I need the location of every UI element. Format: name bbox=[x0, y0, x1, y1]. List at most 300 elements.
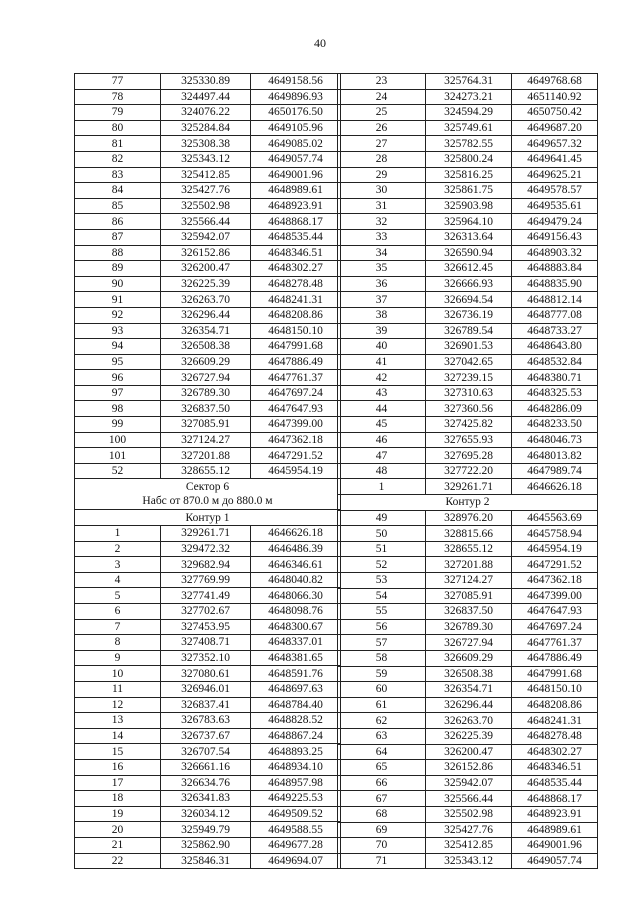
point-number-cell: 68 bbox=[338, 806, 426, 822]
point-number-cell: 23 bbox=[338, 74, 426, 90]
point-number-cell: 80 bbox=[75, 120, 161, 136]
x-coordinate-cell: 326354.71 bbox=[161, 323, 251, 339]
point-number-cell: 15 bbox=[75, 744, 161, 760]
x-coordinate-cell: 327769.99 bbox=[161, 572, 251, 588]
y-coordinate-cell: 4648040.82 bbox=[251, 572, 341, 588]
x-coordinate-cell: 326736.19 bbox=[426, 307, 512, 323]
point-number-cell: 9 bbox=[75, 650, 161, 666]
y-coordinate-cell: 4648697.63 bbox=[251, 681, 341, 697]
y-coordinate-cell: 4648346.51 bbox=[251, 245, 341, 261]
y-coordinate-cell: 4648835.90 bbox=[512, 276, 598, 292]
y-coordinate-cell: 4647697.24 bbox=[251, 385, 341, 401]
x-coordinate-cell: 325343.12 bbox=[426, 853, 512, 869]
y-coordinate-cell: 4647761.37 bbox=[512, 635, 598, 651]
x-coordinate-cell: 327702.67 bbox=[161, 604, 251, 620]
table-row bbox=[338, 791, 598, 807]
sector-header-row bbox=[75, 479, 341, 510]
x-coordinate-cell: 325308.38 bbox=[161, 136, 251, 152]
point-number-cell: 10 bbox=[75, 666, 161, 682]
y-coordinate-cell: 4648346.51 bbox=[512, 760, 598, 776]
y-coordinate-cell: 4649588.55 bbox=[251, 822, 341, 838]
table-row bbox=[75, 697, 341, 713]
point-number-cell: 60 bbox=[338, 682, 426, 698]
x-coordinate-cell: 326901.53 bbox=[426, 339, 512, 355]
y-coordinate-cell: 4649677.28 bbox=[251, 837, 341, 853]
y-coordinate-cell: 4649085.02 bbox=[251, 136, 341, 152]
y-coordinate-cell: 4647362.18 bbox=[512, 573, 598, 589]
x-coordinate-cell: 326634.76 bbox=[161, 775, 251, 791]
y-coordinate-cell: 4648883.84 bbox=[512, 261, 598, 277]
table-row bbox=[338, 307, 598, 323]
y-coordinate-cell: 4646626.18 bbox=[251, 526, 341, 542]
table-row bbox=[75, 417, 341, 433]
point-number-cell: 31 bbox=[338, 198, 426, 214]
point-number-cell: 98 bbox=[75, 401, 161, 417]
table-row bbox=[338, 385, 598, 401]
sector-header bbox=[75, 479, 341, 510]
point-number-cell: 95 bbox=[75, 354, 161, 370]
y-coordinate-cell: 4649896.93 bbox=[251, 89, 341, 105]
y-coordinate-cell: 4648241.31 bbox=[512, 713, 598, 729]
point-number-cell: 94 bbox=[75, 339, 161, 355]
point-number-cell: 36 bbox=[338, 276, 426, 292]
table-row bbox=[75, 89, 341, 105]
table-row bbox=[338, 650, 598, 666]
table-row bbox=[338, 323, 598, 339]
point-number-cell: 79 bbox=[75, 105, 161, 121]
y-coordinate-cell: 4648868.17 bbox=[512, 791, 598, 807]
point-number-cell: 3 bbox=[75, 557, 161, 573]
x-coordinate-cell: 329682.94 bbox=[161, 557, 251, 573]
x-coordinate-cell: 326341.83 bbox=[161, 791, 251, 807]
y-coordinate-cell: 4647647.93 bbox=[512, 604, 598, 620]
table-row bbox=[338, 167, 598, 183]
point-number-cell: 65 bbox=[338, 760, 426, 776]
x-coordinate-cell: 326946.01 bbox=[161, 681, 251, 697]
y-coordinate-cell: 4645563.69 bbox=[512, 510, 598, 526]
x-coordinate-cell: 326152.86 bbox=[426, 760, 512, 776]
point-number-cell: 59 bbox=[338, 666, 426, 682]
y-coordinate-cell: 4648046.73 bbox=[512, 432, 598, 448]
x-coordinate-cell: 326737.67 bbox=[161, 728, 251, 744]
table-row bbox=[338, 229, 598, 245]
y-coordinate-cell: 4648957.98 bbox=[251, 775, 341, 791]
table-row bbox=[75, 635, 341, 651]
y-coordinate-cell: 4648868.17 bbox=[251, 214, 341, 230]
point-number-cell: 66 bbox=[338, 775, 426, 791]
contour-header-row bbox=[75, 510, 341, 526]
y-coordinate-cell: 4648812.14 bbox=[512, 292, 598, 308]
table-row bbox=[75, 619, 341, 635]
table-row bbox=[338, 417, 598, 433]
table-row bbox=[75, 681, 341, 697]
point-number-cell: 71 bbox=[338, 853, 426, 869]
x-coordinate-cell: 328815.66 bbox=[426, 526, 512, 542]
point-number-cell: 48 bbox=[338, 463, 426, 479]
y-coordinate-cell: 4648325.53 bbox=[512, 385, 598, 401]
table-row bbox=[338, 838, 598, 854]
table-row bbox=[75, 214, 341, 230]
table-row bbox=[75, 183, 341, 199]
x-coordinate-cell: 327201.88 bbox=[161, 448, 251, 464]
table-row bbox=[338, 136, 598, 152]
y-coordinate-cell: 4647647.93 bbox=[251, 401, 341, 417]
table-row bbox=[75, 276, 341, 292]
y-coordinate-cell: 4650176.50 bbox=[251, 105, 341, 121]
x-coordinate-cell: 324273.21 bbox=[426, 89, 512, 105]
y-coordinate-cell: 4646626.18 bbox=[512, 479, 598, 495]
contour-header: Контур 2 bbox=[338, 495, 598, 511]
point-number-cell: 28 bbox=[338, 151, 426, 167]
table-row bbox=[75, 775, 341, 791]
x-coordinate-cell: 327239.15 bbox=[426, 370, 512, 386]
table-row bbox=[338, 822, 598, 838]
y-coordinate-cell: 4648302.27 bbox=[512, 744, 598, 760]
table-row bbox=[338, 354, 598, 370]
x-coordinate-cell: 326296.44 bbox=[161, 307, 251, 323]
point-number-cell: 45 bbox=[338, 417, 426, 433]
point-number-cell: 35 bbox=[338, 261, 426, 277]
table-row bbox=[338, 573, 598, 589]
x-coordinate-cell: 326694.54 bbox=[426, 292, 512, 308]
point-number-cell: 37 bbox=[338, 292, 426, 308]
table-row bbox=[75, 323, 341, 339]
x-coordinate-cell: 326661.16 bbox=[161, 759, 251, 775]
point-number-cell: 64 bbox=[338, 744, 426, 760]
y-coordinate-cell: 4648150.10 bbox=[512, 682, 598, 698]
point-number-cell: 4 bbox=[75, 572, 161, 588]
x-coordinate-cell: 325800.24 bbox=[426, 151, 512, 167]
y-coordinate-cell: 4648989.61 bbox=[251, 183, 341, 199]
y-coordinate-cell: 4649479.24 bbox=[512, 214, 598, 230]
x-coordinate-cell: 326225.39 bbox=[161, 276, 251, 292]
x-coordinate-cell: 325427.76 bbox=[426, 822, 512, 838]
y-coordinate-cell: 4645954.19 bbox=[251, 463, 341, 479]
y-coordinate-cell: 4645954.19 bbox=[512, 541, 598, 557]
y-coordinate-cell: 4649225.53 bbox=[251, 791, 341, 807]
table-row bbox=[75, 791, 341, 807]
x-coordinate-cell: 325502.98 bbox=[161, 198, 251, 214]
point-number-cell: 77 bbox=[75, 74, 161, 90]
point-number-cell: 67 bbox=[338, 791, 426, 807]
y-coordinate-cell: 4648208.86 bbox=[512, 697, 598, 713]
table-row bbox=[338, 510, 598, 526]
x-coordinate-cell: 327655.93 bbox=[426, 432, 512, 448]
y-coordinate-cell: 4649535.61 bbox=[512, 198, 598, 214]
point-number-cell: 61 bbox=[338, 697, 426, 713]
y-coordinate-cell: 4649694.07 bbox=[251, 853, 341, 869]
x-coordinate-cell: 325861.75 bbox=[426, 183, 512, 199]
y-coordinate-cell: 4648150.10 bbox=[251, 323, 341, 339]
x-coordinate-cell: 327042.65 bbox=[426, 354, 512, 370]
y-coordinate-cell: 4647291.52 bbox=[251, 448, 341, 464]
x-coordinate-cell: 326789.30 bbox=[161, 385, 251, 401]
x-coordinate-cell: 326707.54 bbox=[161, 744, 251, 760]
x-coordinate-cell: 326152.86 bbox=[161, 245, 251, 261]
x-coordinate-cell: 327408.71 bbox=[161, 635, 251, 651]
table-row bbox=[338, 401, 598, 417]
table-row bbox=[338, 276, 598, 292]
x-coordinate-cell: 327124.27 bbox=[161, 432, 251, 448]
point-number-cell: 25 bbox=[338, 105, 426, 121]
point-number-cell: 84 bbox=[75, 183, 161, 199]
y-coordinate-cell: 4648784.40 bbox=[251, 697, 341, 713]
y-coordinate-cell: 4648337.01 bbox=[251, 635, 341, 651]
point-number-cell: 49 bbox=[338, 510, 426, 526]
table-row bbox=[75, 822, 341, 838]
x-coordinate-cell: 327310.63 bbox=[426, 385, 512, 401]
x-coordinate-cell: 326727.94 bbox=[161, 370, 251, 386]
x-coordinate-cell: 326296.44 bbox=[426, 697, 512, 713]
table-row bbox=[75, 666, 341, 682]
table-row bbox=[75, 151, 341, 167]
y-coordinate-cell: 4647886.49 bbox=[512, 650, 598, 666]
y-coordinate-cell: 4649057.74 bbox=[251, 151, 341, 167]
y-coordinate-cell: 4648989.61 bbox=[512, 822, 598, 838]
x-coordinate-cell: 327722.20 bbox=[426, 463, 512, 479]
point-number-cell: 87 bbox=[75, 229, 161, 245]
x-coordinate-cell: 326789.30 bbox=[426, 619, 512, 635]
table-row bbox=[338, 760, 598, 776]
table-row bbox=[338, 479, 598, 495]
x-coordinate-cell: 326783.63 bbox=[161, 713, 251, 729]
table-row bbox=[338, 74, 598, 90]
y-coordinate-cell: 4648380.71 bbox=[512, 370, 598, 386]
x-coordinate-cell: 327695.28 bbox=[426, 448, 512, 464]
table-row bbox=[338, 370, 598, 386]
y-coordinate-cell: 4648302.27 bbox=[251, 261, 341, 277]
x-coordinate-cell: 326034.12 bbox=[161, 806, 251, 822]
point-number-cell: 1 bbox=[75, 526, 161, 542]
point-number-cell: 11 bbox=[75, 681, 161, 697]
point-number-cell: 6 bbox=[75, 604, 161, 620]
x-coordinate-cell: 326612.45 bbox=[426, 261, 512, 277]
table-row bbox=[338, 214, 598, 230]
table-row bbox=[338, 105, 598, 121]
y-coordinate-cell: 4649578.57 bbox=[512, 183, 598, 199]
y-coordinate-cell: 4647761.37 bbox=[251, 370, 341, 386]
x-coordinate-cell: 326508.38 bbox=[426, 666, 512, 682]
point-number-cell: 47 bbox=[338, 448, 426, 464]
y-coordinate-cell: 4649641.45 bbox=[512, 151, 598, 167]
y-coordinate-cell: 4648241.31 bbox=[251, 292, 341, 308]
table-row bbox=[338, 666, 598, 682]
table-row bbox=[338, 432, 598, 448]
point-number-cell: 19 bbox=[75, 806, 161, 822]
y-coordinate-cell: 4648278.48 bbox=[512, 728, 598, 744]
x-coordinate-cell: 325942.07 bbox=[426, 775, 512, 791]
y-coordinate-cell: 4649687.20 bbox=[512, 120, 598, 136]
table-row bbox=[338, 339, 598, 355]
coordinates-table-right bbox=[337, 73, 598, 869]
point-number-cell: 2 bbox=[75, 541, 161, 557]
x-coordinate-cell: 325782.55 bbox=[426, 136, 512, 152]
table-row bbox=[338, 775, 598, 791]
point-number-cell: 39 bbox=[338, 323, 426, 339]
point-number-cell: 43 bbox=[338, 385, 426, 401]
table-row bbox=[338, 448, 598, 464]
y-coordinate-cell: 4647991.68 bbox=[251, 339, 341, 355]
coordinates-table-left bbox=[74, 73, 341, 869]
x-coordinate-cell: 325846.31 bbox=[161, 853, 251, 869]
x-coordinate-cell: 325330.89 bbox=[161, 74, 251, 90]
point-number-cell: 8 bbox=[75, 635, 161, 651]
point-number-cell: 33 bbox=[338, 229, 426, 245]
table-row bbox=[75, 261, 341, 277]
table-row bbox=[75, 74, 341, 90]
table-row bbox=[75, 572, 341, 588]
point-number-cell: 24 bbox=[338, 89, 426, 105]
y-coordinate-cell: 4649509.52 bbox=[251, 806, 341, 822]
x-coordinate-cell: 328976.20 bbox=[426, 510, 512, 526]
point-number-cell: 85 bbox=[75, 198, 161, 214]
point-number-cell: 26 bbox=[338, 120, 426, 136]
y-coordinate-cell: 4648893.25 bbox=[251, 744, 341, 760]
y-coordinate-cell: 4647362.18 bbox=[251, 432, 341, 448]
x-coordinate-cell: 326263.70 bbox=[161, 292, 251, 308]
point-number-cell: 58 bbox=[338, 650, 426, 666]
y-coordinate-cell: 4648923.91 bbox=[251, 198, 341, 214]
y-coordinate-cell: 4648278.48 bbox=[251, 276, 341, 292]
x-coordinate-cell: 326609.29 bbox=[161, 354, 251, 370]
point-number-cell: 46 bbox=[338, 432, 426, 448]
table-row bbox=[338, 713, 598, 729]
x-coordinate-cell: 326225.39 bbox=[426, 728, 512, 744]
x-coordinate-cell: 326263.70 bbox=[426, 713, 512, 729]
table-row bbox=[338, 526, 598, 542]
x-coordinate-cell: 325964.10 bbox=[426, 214, 512, 230]
table-row bbox=[75, 650, 341, 666]
point-number-cell: 32 bbox=[338, 214, 426, 230]
point-number-cell: 55 bbox=[338, 604, 426, 620]
point-number-cell: 17 bbox=[75, 775, 161, 791]
point-number-cell: 91 bbox=[75, 292, 161, 308]
x-coordinate-cell: 327080.61 bbox=[161, 666, 251, 682]
y-coordinate-cell: 4648208.86 bbox=[251, 307, 341, 323]
x-coordinate-cell: 327453.95 bbox=[161, 619, 251, 635]
x-coordinate-cell: 327124.27 bbox=[426, 573, 512, 589]
contour-header-row bbox=[338, 495, 598, 511]
point-number-cell: 50 bbox=[338, 526, 426, 542]
y-coordinate-cell: 4648381.65 bbox=[251, 650, 341, 666]
x-coordinate-cell: 324594.29 bbox=[426, 105, 512, 121]
table-row bbox=[338, 806, 598, 822]
x-coordinate-cell: 325343.12 bbox=[161, 151, 251, 167]
point-number-cell: 88 bbox=[75, 245, 161, 261]
table-row bbox=[75, 837, 341, 853]
y-coordinate-cell: 4647989.74 bbox=[512, 463, 598, 479]
x-coordinate-cell: 327360.56 bbox=[426, 401, 512, 417]
point-number-cell: 5 bbox=[75, 588, 161, 604]
y-coordinate-cell: 4648098.76 bbox=[251, 604, 341, 620]
point-number-cell: 56 bbox=[338, 619, 426, 635]
x-coordinate-cell: 327741.49 bbox=[161, 588, 251, 604]
point-number-cell: 96 bbox=[75, 370, 161, 386]
y-coordinate-cell: 4649001.96 bbox=[251, 167, 341, 183]
x-coordinate-cell: 326354.71 bbox=[426, 682, 512, 698]
point-number-cell: 51 bbox=[338, 541, 426, 557]
y-coordinate-cell: 4648828.52 bbox=[251, 713, 341, 729]
x-coordinate-cell: 327201.88 bbox=[426, 557, 512, 573]
table-row bbox=[75, 120, 341, 136]
x-coordinate-cell: 325566.44 bbox=[161, 214, 251, 230]
point-number-cell: 52 bbox=[338, 557, 426, 573]
x-coordinate-cell: 326727.94 bbox=[426, 635, 512, 651]
point-number-cell: 16 bbox=[75, 759, 161, 775]
point-number-cell: 62 bbox=[338, 713, 426, 729]
point-number-cell: 41 bbox=[338, 354, 426, 370]
table-row bbox=[338, 198, 598, 214]
y-coordinate-cell: 4650750.42 bbox=[512, 105, 598, 121]
point-number-cell: 101 bbox=[75, 448, 161, 464]
point-number-cell: 52 bbox=[75, 463, 161, 479]
table-row bbox=[338, 120, 598, 136]
x-coordinate-cell: 325566.44 bbox=[426, 791, 512, 807]
point-number-cell: 12 bbox=[75, 697, 161, 713]
y-coordinate-cell: 4648867.24 bbox=[251, 728, 341, 744]
y-coordinate-cell: 4648233.50 bbox=[512, 417, 598, 433]
x-coordinate-cell: 325427.76 bbox=[161, 183, 251, 199]
x-coordinate-cell: 324497.44 bbox=[161, 89, 251, 105]
x-coordinate-cell: 326837.41 bbox=[161, 697, 251, 713]
y-coordinate-cell: 4649105.96 bbox=[251, 120, 341, 136]
point-number-cell: 27 bbox=[338, 136, 426, 152]
table-row bbox=[338, 151, 598, 167]
x-coordinate-cell: 329261.71 bbox=[426, 479, 512, 495]
point-number-cell: 89 bbox=[75, 261, 161, 277]
point-number-cell: 78 bbox=[75, 89, 161, 105]
table-row bbox=[338, 261, 598, 277]
y-coordinate-cell: 4648733.27 bbox=[512, 323, 598, 339]
y-coordinate-cell: 4646346.61 bbox=[251, 557, 341, 573]
sector-title: Сектор 6 bbox=[185, 481, 230, 494]
table-row bbox=[75, 448, 341, 464]
table-row bbox=[75, 744, 341, 760]
point-number-cell: 92 bbox=[75, 307, 161, 323]
point-number-cell: 20 bbox=[75, 822, 161, 838]
y-coordinate-cell: 4648535.44 bbox=[251, 229, 341, 245]
sector-subtitle: Набс от 870.0 м до 880.0 м bbox=[142, 495, 273, 508]
y-coordinate-cell: 4648777.08 bbox=[512, 307, 598, 323]
table-row bbox=[75, 370, 341, 386]
table-row bbox=[338, 728, 598, 744]
table-row bbox=[75, 806, 341, 822]
point-number-cell: 14 bbox=[75, 728, 161, 744]
table-row bbox=[75, 245, 341, 261]
y-coordinate-cell: 4648286.09 bbox=[512, 401, 598, 417]
table-row bbox=[75, 307, 341, 323]
x-coordinate-cell: 327085.91 bbox=[161, 417, 251, 433]
page-number: 40 bbox=[314, 36, 326, 50]
point-number-cell: 82 bbox=[75, 151, 161, 167]
y-coordinate-cell: 4648300.67 bbox=[251, 619, 341, 635]
x-coordinate-cell: 329261.71 bbox=[161, 526, 251, 542]
point-number-cell: 100 bbox=[75, 432, 161, 448]
table-row bbox=[338, 541, 598, 557]
x-coordinate-cell: 326200.47 bbox=[426, 744, 512, 760]
x-coordinate-cell: 326200.47 bbox=[161, 261, 251, 277]
point-number-cell: 13 bbox=[75, 713, 161, 729]
table-row bbox=[75, 167, 341, 183]
table-row bbox=[75, 105, 341, 121]
y-coordinate-cell: 4647991.68 bbox=[512, 666, 598, 682]
table-row bbox=[338, 183, 598, 199]
y-coordinate-cell: 4646486.39 bbox=[251, 541, 341, 557]
y-coordinate-cell: 4648532.84 bbox=[512, 354, 598, 370]
point-number-cell: 63 bbox=[338, 728, 426, 744]
y-coordinate-cell: 4648013.82 bbox=[512, 448, 598, 464]
x-coordinate-cell: 325816.25 bbox=[426, 167, 512, 183]
